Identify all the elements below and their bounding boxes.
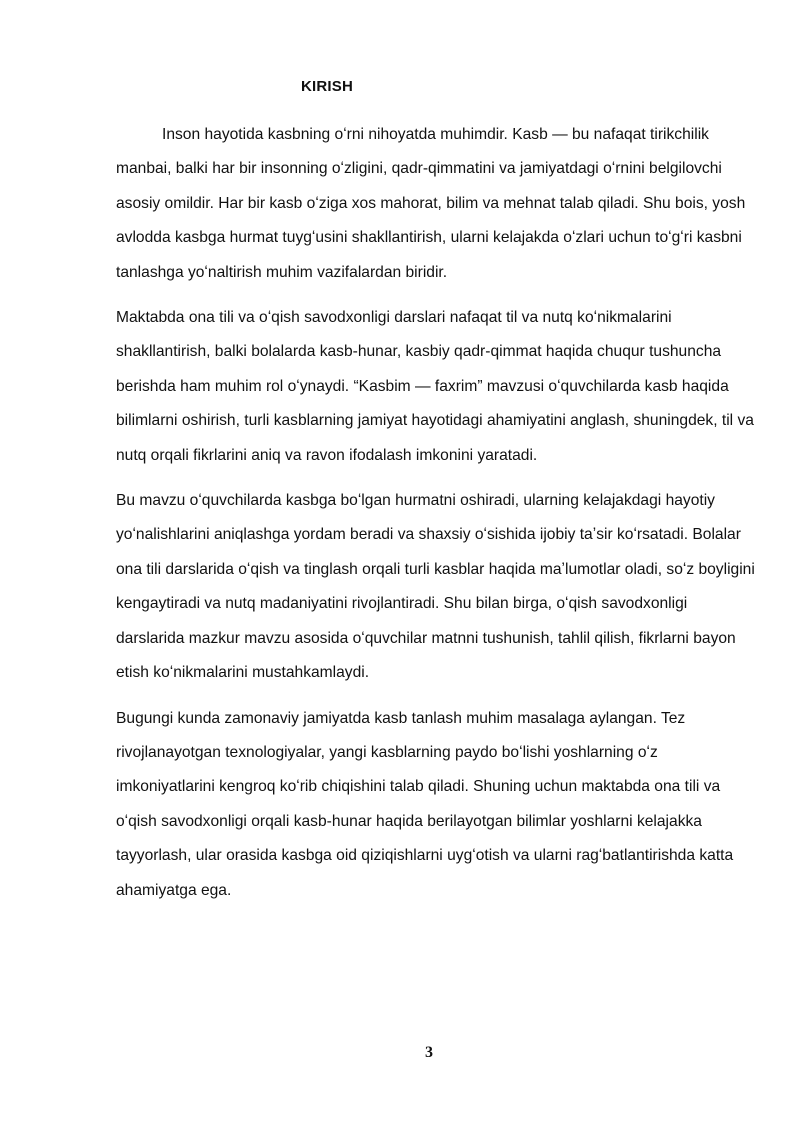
paragraph-3: Bu mavzu oʻquvchilarda kasbga boʻlgan hurmatni oshiradi, ularning kelajakdagi hayotiy yoʻnalishlarini aniqlashga yordam beradi va shaxsiy oʻsishida ijobiy taʼsir koʻrsatadi. Bolalar ona tili darslarida oʻqish va tinglash orqali turli kasblar haqida maʼlumotlar oladi, soʻz boyligini kengaytiradi va nutq madaniyatini rivojlantiradi. Shu bilan birga, oʻqish savodxonligi darslarida mazkur mavzu asosida oʻquvchilar matnni tushunish, tahlil qilish, fikrlarni bayon etish koʻnikmalarini mustahkamlaydi. <box>116 492 755 682</box>
page-number: 3 <box>425 1044 433 1061</box>
paragraph-1: Inson hayotida kasbning oʻrni nihoyatda muhimdir. Kasb — bu nafaqat tirikchilik manbai, balki har bir insonning oʻzligini, qadr-qimmatini va jamiyatdagi oʻrnini belgilovchi asosiy omildir. Har bir kasb oʻziga xos mahorat, bilim va mehnat talab qiladi. Shu bois, yosh avlodda kasbga hurmat tuygʻusini shakllantirish, ularni kelajakda oʻzlari uchun toʻgʻri kasbni tanlashga yoʻnaltirish muhim vazifalardan biridir. <box>116 126 746 281</box>
section-heading: KIRISH <box>301 78 354 95</box>
paragraph-4: Bugungi kunda zamonaviy jamiyatda kasb tanlash muhim masalaga aylangan. Tez rivojlanayotgan texnologiyalar, yangi kasblarning paydo boʻlishi yoshlarning oʻz imkoniyatlarini kengroq koʻrib chiqishini talab qiladi. Shuning uchun maktabda ona tili va oʻqish savodxonligi orqali kasb-hunar haqida berilayotgan bilimlar yoshlarni kelajakka tayyorlash, ular orasida kasbga oid qiziqishlarni uygʻotish va ularni ragʻbatlantirishda katta ahamiyatga ega. <box>116 709 734 899</box>
paragraph-2: Maktabda ona tili va oʻqish savodxonligi darslari nafaqat til va nutq koʻnikmalarini shakllantirish, balki bolalarda kasb-hunar, kasbiy qadr-qimmat haqida chuqur tushuncha berishda ham muhim rol oʻynaydi. “Kasbim — faxrim” mavzusi oʻquvchilarda kasb haqida bilimlarni oshirish, turli kasblarning jamiyat hayotidagi ahamiyatini anglash, shuningdek, til va nutq orqali fikrlarini aniq va ravon ifodalash imkonini yaratadi. <box>116 309 754 464</box>
body-text <box>116 118 756 919</box>
